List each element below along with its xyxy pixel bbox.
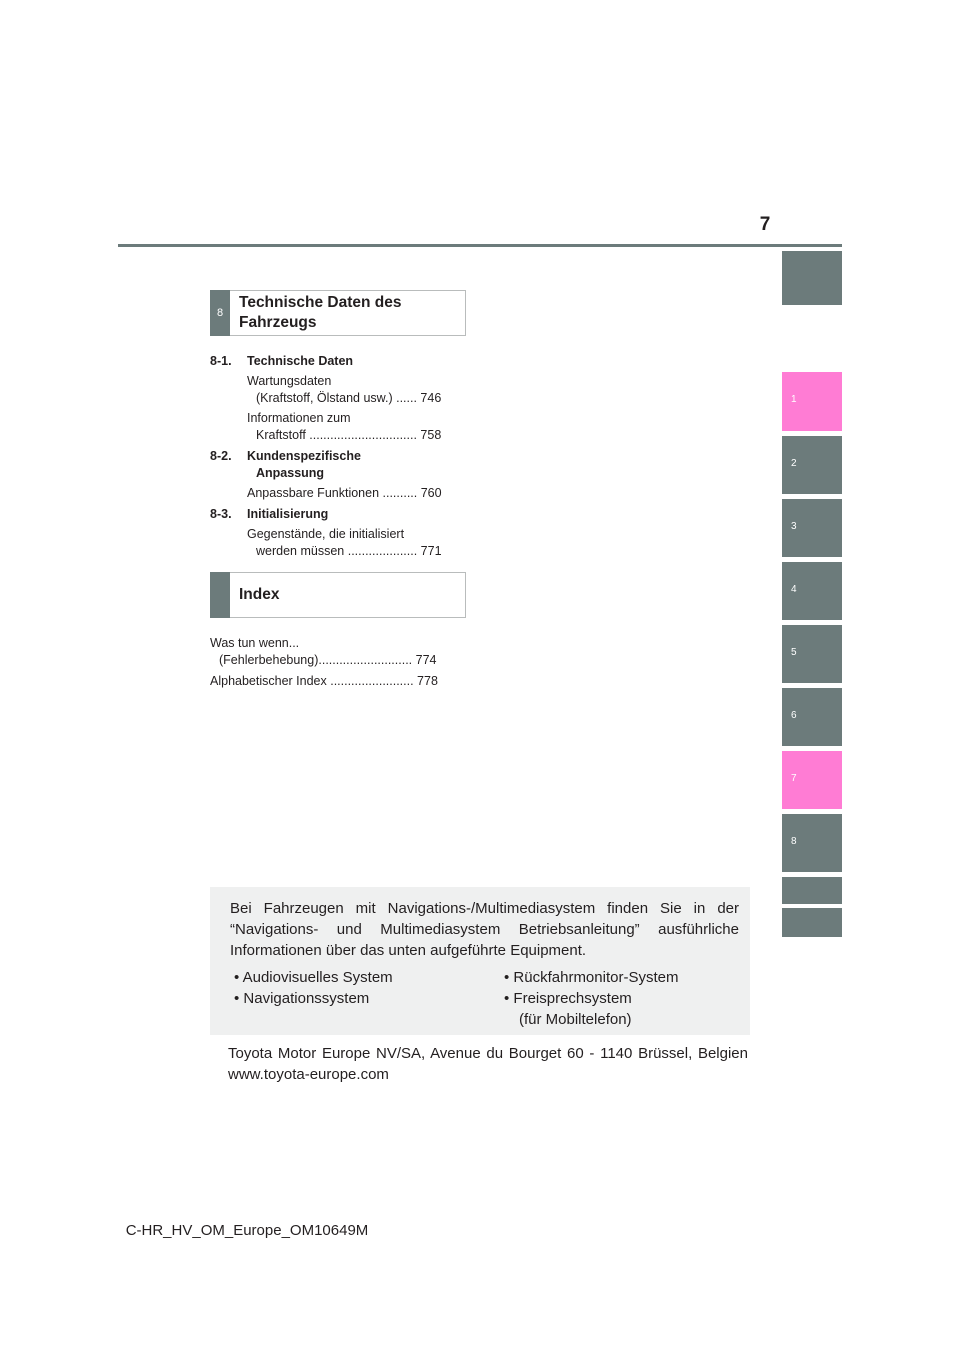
footer-address: Toyota Motor Europe NV/SA, Avenue du Bourget 60 - 1140 Brüssel, Belgien www.toyota-europe.com: [228, 1045, 748, 1083]
side-tab-blank-top[interactable]: [782, 251, 842, 305]
side-tab-blank-10[interactable]: [782, 908, 842, 937]
index-toc: [210, 635, 458, 690]
side-tab-1[interactable]: [782, 372, 842, 431]
side-tab-6[interactable]: [782, 688, 842, 746]
toc-entry-was-tun-wenn[interactable]: Was tun wenn...: [210, 636, 300, 650]
section-8-header: [210, 290, 466, 336]
side-tab-8[interactable]: [782, 814, 842, 872]
toc-heading-8-2[interactable]: 8-2. Kundenspezifische: [210, 449, 361, 463]
toc-entry-wartungsdaten[interactable]: Wartungsdaten: [247, 374, 332, 388]
section-8-marker: 8: [210, 290, 230, 336]
toc-entry-kraftstoff-cont[interactable]: Kraftstoff ............................... 758: [256, 428, 442, 442]
document-id: C-HR_HV_OM_Europe_OM10649M: [125, 1222, 369, 1239]
index-title: Index: [239, 586, 280, 603]
toc-entry-kraftstoff[interactable]: Informationen zum: [247, 411, 351, 425]
side-tab-label: 2: [791, 458, 797, 469]
bullet-freisprechsystem: • Freisprechsystem: [504, 990, 632, 1007]
side-tab-label: 6: [791, 710, 797, 721]
side-tab-3[interactable]: [782, 499, 842, 557]
side-tab-label: 8: [791, 836, 797, 847]
toc-heading-8-3[interactable]: 8-3. Initialisierung: [210, 507, 329, 521]
toc-entry-alphabetischer-index[interactable]: Alphabetischer Index ........................ 778: [210, 674, 438, 688]
info-box: [210, 887, 750, 1035]
bullet-audiovisuelles-system: • Audiovisuelles System: [234, 969, 393, 986]
bullet-navigationssystem: • Navigationssystem: [234, 990, 370, 1007]
side-tab-7[interactable]: [782, 751, 842, 809]
toc-entry-was-tun-wenn-cont[interactable]: (Fehlerbehebung)........................... 774: [219, 653, 437, 667]
toc-entry-gegenstaende[interactable]: Gegenstände, die initialisiert: [247, 527, 405, 541]
page-number: 7: [759, 214, 771, 235]
side-tab-label: 3: [791, 521, 797, 532]
toc-heading-8-2-cont[interactable]: Anpassung: [256, 466, 325, 480]
side-tab-label: 4: [791, 584, 797, 595]
index-header: [210, 572, 466, 618]
side-tab-5[interactable]: [782, 625, 842, 683]
toc-entry-wartungsdaten-cont[interactable]: (Kraftstoff, Ölstand usw.) ...... 746: [256, 391, 442, 405]
header-rule: [118, 244, 842, 247]
section-8-toc: [210, 353, 458, 560]
side-tab-label: 1: [791, 394, 797, 405]
side-tab-blank-9[interactable]: [782, 877, 842, 904]
side-tab-2[interactable]: [782, 436, 842, 494]
side-tab-label: 7: [791, 773, 797, 784]
side-tab-4[interactable]: [782, 562, 842, 620]
info-text: Bei Fahrzeugen mit Navigations-/Multimediasystem finden Sie in der “Navigations- und Multimediasystem Betriebsanleitung” ausführliche Informationen über das unten aufgeführte Equipment.: [230, 900, 739, 959]
toc-entry-anpassbare-funktionen[interactable]: Anpassbare Funktionen .......... 760: [247, 486, 442, 500]
section-8-title: Technische Daten des Fahrzeugs: [239, 294, 402, 331]
bullet-freisprechsystem-note: (für Mobiltelefon): [519, 1011, 632, 1028]
toc-entry-gegenstaende-cont[interactable]: werden müssen .................... 771: [256, 544, 442, 558]
toc-heading-8-1[interactable]: 8-1. Technische Daten: [210, 354, 354, 368]
index-marker: [210, 572, 230, 618]
side-tab-label: 5: [791, 647, 797, 658]
bullet-rueckfahrmonitor: • Rückfahrmonitor-System: [504, 969, 679, 986]
